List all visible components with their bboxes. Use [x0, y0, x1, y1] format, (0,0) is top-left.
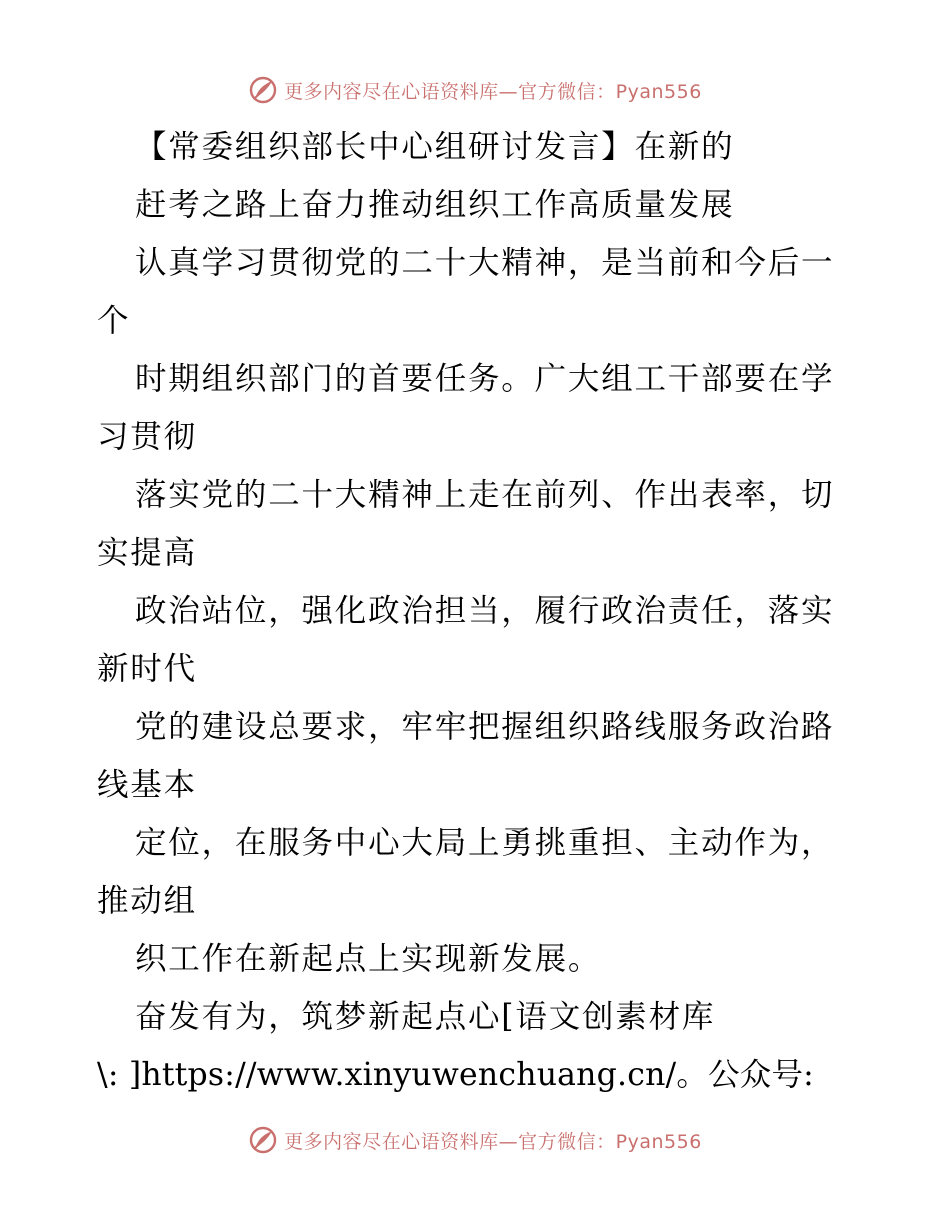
body-line: 奋发有为，筑梦新起点心[语文创素材库 [135, 999, 716, 1035]
document-body [97, 118, 857, 1104]
body-line: 新时代 [97, 651, 197, 687]
body-line: 【常委组织部长中心组研讨发言】在新的 [135, 129, 735, 165]
body-line: 实提高 [97, 535, 197, 571]
watermark-banner-bottom [0, 1120, 950, 1160]
body-line: 党的建设总要求，牢牢把握组织路线服务政治路 [135, 709, 835, 745]
body-line: 推动组 [97, 883, 197, 919]
body-line: 习贯彻 [97, 419, 197, 455]
quill-logo-icon [248, 75, 278, 105]
body-line: 赶考之路上奋力推动组织工作高质量发展 [135, 187, 735, 223]
body-line: 织工作在新起点上实现新发展。 [135, 941, 602, 977]
body-line: 认真学习贯彻党的二十大精神，是当前和今后一 [135, 245, 835, 281]
watermark-text: 更多内容尽在心语资料库—官方微信：Pyan556 [284, 1130, 702, 1153]
body-line-url: \: ]https://www.xinyuwenchuang.cn/。公众号: [97, 1057, 814, 1093]
body-line: 落实党的二十大精神上走在前列、作出表率，切 [135, 477, 835, 513]
body-line: 线基本 [97, 767, 197, 803]
watermark-text: 更多内容尽在心语资料库—官方微信：Pyan556 [284, 80, 702, 103]
body-line: 个 [97, 303, 131, 339]
body-line: 政治站位，强化政治担当，履行政治责任，落实 [135, 593, 835, 629]
body-line: 时期组织部门的首要任务。广大组工干部要在学 [135, 361, 835, 397]
body-line: 定位，在服务中心大局上勇挑重担、主动作为， [135, 825, 835, 861]
watermark-banner-top [0, 70, 950, 110]
quill-logo-icon [248, 1125, 278, 1155]
